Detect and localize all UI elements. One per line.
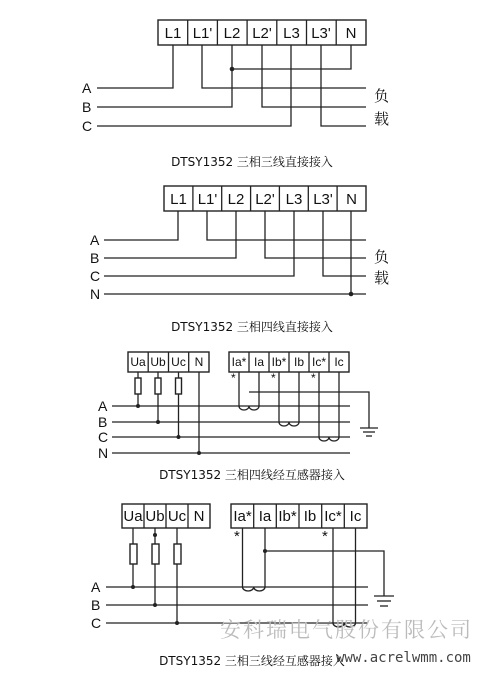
phase-B-label: B [90, 250, 100, 266]
terminal-Uc: Uc [171, 355, 186, 369]
fuse-a [130, 544, 137, 564]
diagram-3p3w-ct [91, 504, 473, 668]
diagram-3p4w-ct [98, 352, 378, 482]
polarity-star-c: * [322, 528, 328, 545]
terminal-N: N [345, 25, 357, 42]
terminal-Ib: Ib [303, 508, 317, 525]
terminal-N: N [193, 508, 205, 525]
terminal-Uc: Uc [167, 508, 187, 525]
terminal-L1p: L1' [192, 25, 213, 42]
terminal-L1p: L1' [197, 191, 218, 208]
diagram-3p3w-direct [82, 20, 389, 169]
caption: DTSY1352 三相四线直接接入 [171, 320, 333, 334]
load-char-2: 载 [374, 269, 390, 287]
load-char-1: 负 [374, 87, 390, 105]
phase-N-label: N [90, 286, 101, 302]
terminal-L1: L1 [164, 25, 182, 42]
terminal-L2p: L2' [255, 191, 275, 208]
phase-A-label: A [90, 232, 100, 248]
phase-N-label: N [98, 445, 109, 461]
phase-C-label: C [82, 118, 93, 134]
phase-B-label: B [82, 99, 92, 115]
caption: DTSY1352 三相四线经互感器接入 [159, 468, 345, 482]
terminal-Ib-star: Ib* [278, 508, 297, 525]
caption: DTSY1352 三相三线经互感器接入 [159, 654, 345, 668]
terminal-L2: L2 [223, 25, 241, 42]
phase-A-label: A [98, 398, 108, 414]
polarity-star-a: * [234, 528, 240, 545]
polarity-star-c: * [311, 371, 316, 385]
load-char-1: 负 [374, 248, 390, 266]
terminal-L3: L3 [283, 25, 300, 42]
fuse-b [152, 544, 159, 564]
terminal-Ua: Ua [130, 355, 146, 369]
terminal-Ib: Ib [293, 355, 305, 369]
watermark-company: 安科瑞电气股份有限公司 [220, 618, 473, 642]
phase-C-label: C [90, 268, 101, 284]
terminal-Ia: Ia [258, 508, 272, 525]
phase-A-label: A [82, 80, 92, 96]
watermark-url: www.acrelwmm.com [336, 650, 471, 666]
terminal-L3: L3 [285, 191, 303, 208]
terminal-Ia-star: Ia* [231, 355, 247, 369]
terminal-Ic: Ic [349, 508, 362, 525]
terminal-L1: L1 [170, 191, 187, 208]
terminal-Ub: Ub [150, 355, 166, 369]
terminal-L2p: L2' [252, 25, 272, 42]
polarity-star-b: * [271, 371, 276, 385]
terminal-Ic-star: Ic* [311, 355, 327, 369]
terminal-N: N [346, 191, 357, 208]
terminal-Ia: Ia [253, 355, 265, 369]
fuse-c [176, 378, 182, 394]
phase-A-label: A [91, 579, 101, 595]
terminal-Ib-star: Ib* [271, 355, 287, 369]
load-char-2: 载 [374, 110, 390, 128]
phase-C-label: C [98, 429, 109, 445]
phase-B-label: B [91, 597, 101, 613]
polarity-star-a: * [231, 371, 236, 385]
fuse-b [155, 378, 161, 394]
terminal-Ua: Ua [123, 508, 143, 525]
fuse-c [174, 544, 181, 564]
phase-B-label: B [98, 414, 108, 430]
terminal-Ic: Ic [334, 355, 344, 369]
fuse-a [135, 378, 141, 394]
terminal-Ia-star: Ia* [233, 508, 252, 525]
terminal-L2: L2 [227, 191, 245, 208]
terminal-Ic-star: Ic* [324, 508, 342, 525]
diagram-3p4w-direct [90, 186, 389, 334]
caption: DTSY1352 三相三线直接接入 [171, 155, 333, 169]
phase-C-label: C [91, 615, 102, 631]
terminal-L3p: L3' [313, 191, 333, 208]
terminal-N: N [194, 355, 204, 369]
terminal-Ub: Ub [145, 508, 165, 525]
terminal-L3p: L3' [311, 25, 331, 42]
